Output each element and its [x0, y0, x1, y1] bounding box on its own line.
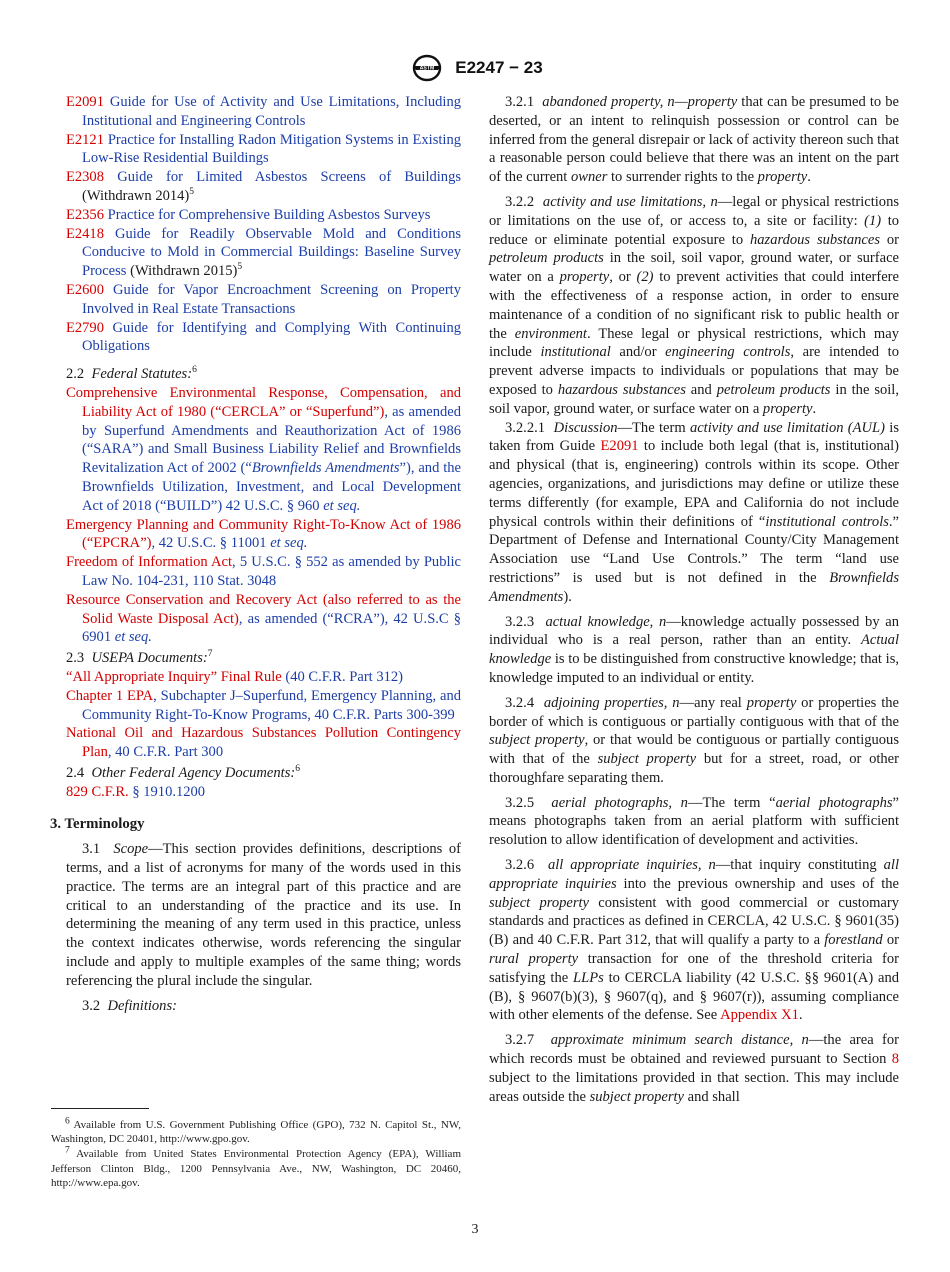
terminology-heading: 3. Terminology [50, 816, 145, 833]
footnote-divider [51, 1108, 149, 1109]
reference-item-e2418[interactable] [66, 225, 461, 281]
astm-logo-icon [407, 54, 447, 82]
e2091-link[interactable]: E2091 [600, 438, 639, 455]
footnote-marker: 5 [189, 187, 195, 198]
definition-all-appropriate-inquiries: 3.2.6 all appropriate inquiries, n—that inquiry constituting all appropriate inquiries into the previous ownership and uses of the subject property consistent with good commercial or customary standards and practices as defined in CERCLA, 42 U.S.C. § 9601(35)(B) and 40 C.F.R. Part 312, that will qualify a party to a forestland or rural property transaction for one of the threshold criteria for satisfying the LLPs to CERCLA liability (42 U.S.C. §§ 9601(A) and (B), § 9607(b)(3), § 9607(q), and § 9607(r)), assuming compliance with other elements of the defense. See Appendix X1. [489, 857, 899, 1024]
reference-code[interactable]: E2418 [66, 225, 104, 242]
page-header [0, 54, 950, 84]
cfr-1910-link[interactable]: 829 C.F.R. § 1910.1200 [66, 783, 206, 800]
epcra-link[interactable]: Emergency Planning and Community Right-To-Know Act of 1986 (“EPCRA”), 42 U.S.C. § 11001 et seq. [66, 516, 461, 552]
definition-abandoned-property: 3.2.1 abandoned property, n—property that can be presumed to be deserted, or an intent to relinquish possession or control can be inferred from the general disrepair or lack of activity thereon such that a reasonable person could believe that there was an intent on the part of the current owner to surrender rights to the property. [489, 94, 899, 186]
standard-designation: E2247 − 23 [455, 58, 543, 77]
reference-item-e2600[interactable] [66, 281, 461, 319]
cercla-link[interactable]: Comprehensive Environmental Response, Compensation, and Liability Act of 1980 (“CERCLA” or “Superfund”), as amended by Superfund Amendments and Reauthorization Act of 1986 (“SARA”) and Small Business Liability Relief and Brownfields Revitalization Act of 2002 (“Brownfields Amendments”), and the Brownfields Utilization, Investment, and Local Development Act of 2018 (“BUILD”) 42 U.S.C. § 960 et seq. [66, 384, 461, 514]
ncp-link[interactable]: National Oil and Hazardous Substances Pollution Contingency Plan, 40 C.F.R. Part 300 [66, 725, 461, 761]
federal-statutes-heading: 2.2 Federal Statutes:$^6$ [66, 365, 197, 383]
reference-item-e2356[interactable] [66, 206, 461, 225]
foia-link[interactable]: Freedom of Information Act, 5 U.S.C. § 552 as amended by Public Law No. 104-231, 110 Stat. 3048 [66, 554, 462, 589]
reference-title[interactable]: Practice for Comprehensive Building Asbestos Surveys [107, 206, 431, 223]
definition-aerial-photographs: 3.2.5 aerial photographs, n—The term “aerial photographs” means photographs taken from an aerial platform with sufficient resolution to allow identification of development and activities. [489, 794, 900, 849]
other-agency-heading: 2.4 Other Federal Agency Documents:$^6$ [66, 764, 300, 781]
definition-actual-knowledge: 3.2.3 actual knowledge, n—knowledge actually possessed by an individual who is a real person, rather than an entity. Actual knowledge is to be distinguished from constructive knowledge; that is, knowledge imputed to an individual or entity. [489, 613, 899, 686]
reference-title[interactable]: Practice for Installing Radon Mitigation Systems in Existing Low-Rise Residential Buildings [82, 131, 462, 167]
reference-code[interactable]: E2600 [66, 281, 104, 298]
reference-item-e2091[interactable] [66, 93, 461, 131]
footnote-6: $^6$ Available from U.S. Government Publishing Office (GPO), 732 N. Capitol St., NW, Washington, DC 20401, http://www.gpo.gov. [51, 1116, 461, 1146]
scope-paragraph: 3.1 Scope—This section provides definitions, descriptions of terms, and a list of acronyms for many of the words used in this practice. The terms are an integral part of this practice and are critical to an understanding of the practice and its use. In determining the meaning of any term used in this practice, unless the context indicates otherwise, words referencing the singular include and apply to multiple examples of the same thing; words referencing the plural include the singular. [66, 841, 461, 989]
reference-title[interactable]: Guide for Identifying and Complying With Continuing Obligations [82, 319, 461, 355]
section-8-link[interactable]: 8 [891, 1051, 899, 1068]
withdrawn-note: (Withdrawn 2015) [130, 263, 238, 280]
reference-code[interactable]: E2356 [66, 206, 104, 223]
reference-item-e2308[interactable] [66, 168, 461, 206]
usepa-section [66, 649, 461, 762]
footnote-marker: 5 [237, 262, 243, 273]
usepa-heading: 2.3 USEPA Documents:$^7$ [66, 649, 213, 667]
reference-title[interactable]: Guide for Limited Asbestos Screens of Buildings [117, 169, 462, 186]
reference-title[interactable]: Guide for Readily Observable Mold and Conditions Conducive to Mold in Commercial Buildings: Baseline Survey Process [82, 225, 462, 280]
aai-rule-link[interactable]: “All Appropriate Inquiry” Final Rule (40 C.F.R. Part 312) [66, 668, 404, 685]
footnotes [51, 1118, 461, 1191]
reference-code[interactable]: E2091 [66, 94, 104, 110]
chapter1-epa-link[interactable]: Chapter 1 EPA, Subchapter J–Superfund, Emergency Planning, and Community Right-To-Know Programs, 40 C.F.R. Parts 300-399 [66, 687, 461, 723]
reference-code[interactable]: E2790 [66, 319, 104, 336]
page-number: 3 [471, 1222, 479, 1237]
definition-activity-use-limitations: 3.2.2 activity and use limitations, n—legal or physical restrictions or limitations on the use of, or access to, a site or facility: (1) to reduce or eliminate potential exposure to hazardous substances or petroleum products in the soil, soil vapor, ground water, or surface water on a property, or (2) to prevent activities that could interfere with the effectiveness of a response action, in order to ensure maintenance of a condition of no significant risk to public health or the environment. These legal or physical restrictions, which may include institutional and/or engineering controls, are intended to prevent adverse impacts to individuals or populations that may be exposed to hazardous substances and petroleum products in the soil, soil vapor, ground water, or surface water on a property. [489, 193, 900, 417]
definitions-heading: 3.2 Definitions: [82, 997, 177, 1014]
withdrawn-note: (Withdrawn 2014) [82, 187, 190, 204]
appendix-x1-link[interactable]: Appendix X1 [720, 1007, 799, 1024]
reference-code[interactable]: E2121 [66, 131, 104, 148]
footnote-7: $^7$ Available from United States Environmental Protection Agency (EPA), William Jefferson Clinton Bldg., 1200 Pennsylvania Ave., NW, Washington, DC 20460, http://www.epa.gov. [51, 1145, 461, 1189]
reference-title[interactable]: Guide for Use of Activity and Use Limitations, Including Institutional and Engineering Controls [82, 94, 461, 129]
federal-statutes-section [50, 365, 461, 647]
referenced-documents-list [66, 93, 461, 356]
definition-approximate-minimum-search-distance: 3.2.7 approximate minimum search distance, n—the area for which records must be obtained and reviewed pursuant to Section 8 subject to the limitations provided in that section. This may include areas outside the subject property and shall [489, 1032, 899, 1105]
rcra-link[interactable]: Resource Conservation and Recovery Act (also referred to as the Solid Waste Disposal Act), as amended (“RCRA”), 42 U.S.C § 6901 et seq. [66, 591, 462, 646]
reference-title[interactable]: Guide for Vapor Encroachment Screening on Property Involved in Real Estate Transactions [82, 281, 461, 317]
left-column [50, 93, 462, 1015]
reference-item-e2790[interactable] [66, 319, 461, 357]
right-column [489, 93, 899, 1106]
definition-adjoining-properties: 3.2.4 adjoining properties, n—any real property or properties the border of which is contiguous or partially contiguous with that of the subject property, or that would be contiguous or partially contiguous with that of the subject property but for a street, road, or other thoroughfare separating them. [489, 694, 899, 786]
reference-item-e2121[interactable] [66, 131, 461, 169]
reference-code[interactable]: E2308 [66, 169, 104, 186]
other-agency-section [66, 764, 461, 802]
svg-text:ASTM: ASTM [419, 65, 435, 72]
discussion-aul: 3.2.2.1 Discussion—The term activity and use limitation (AUL) is taken from Guide E2091 to include both legal (that is, institutional) and physical (that is, engineering) controls within its scope. Other agencies, organizations, and jurisdictions may define or utilize these terms differently (for example, EPA and California do not include physical controls within their definitions of “institutional controls.” Department of Defense and International County/City Management Association use “Land Use Controls.” The term “land use restrictions” is used but is not defined in the Brownfields Amendments). [489, 419, 899, 605]
